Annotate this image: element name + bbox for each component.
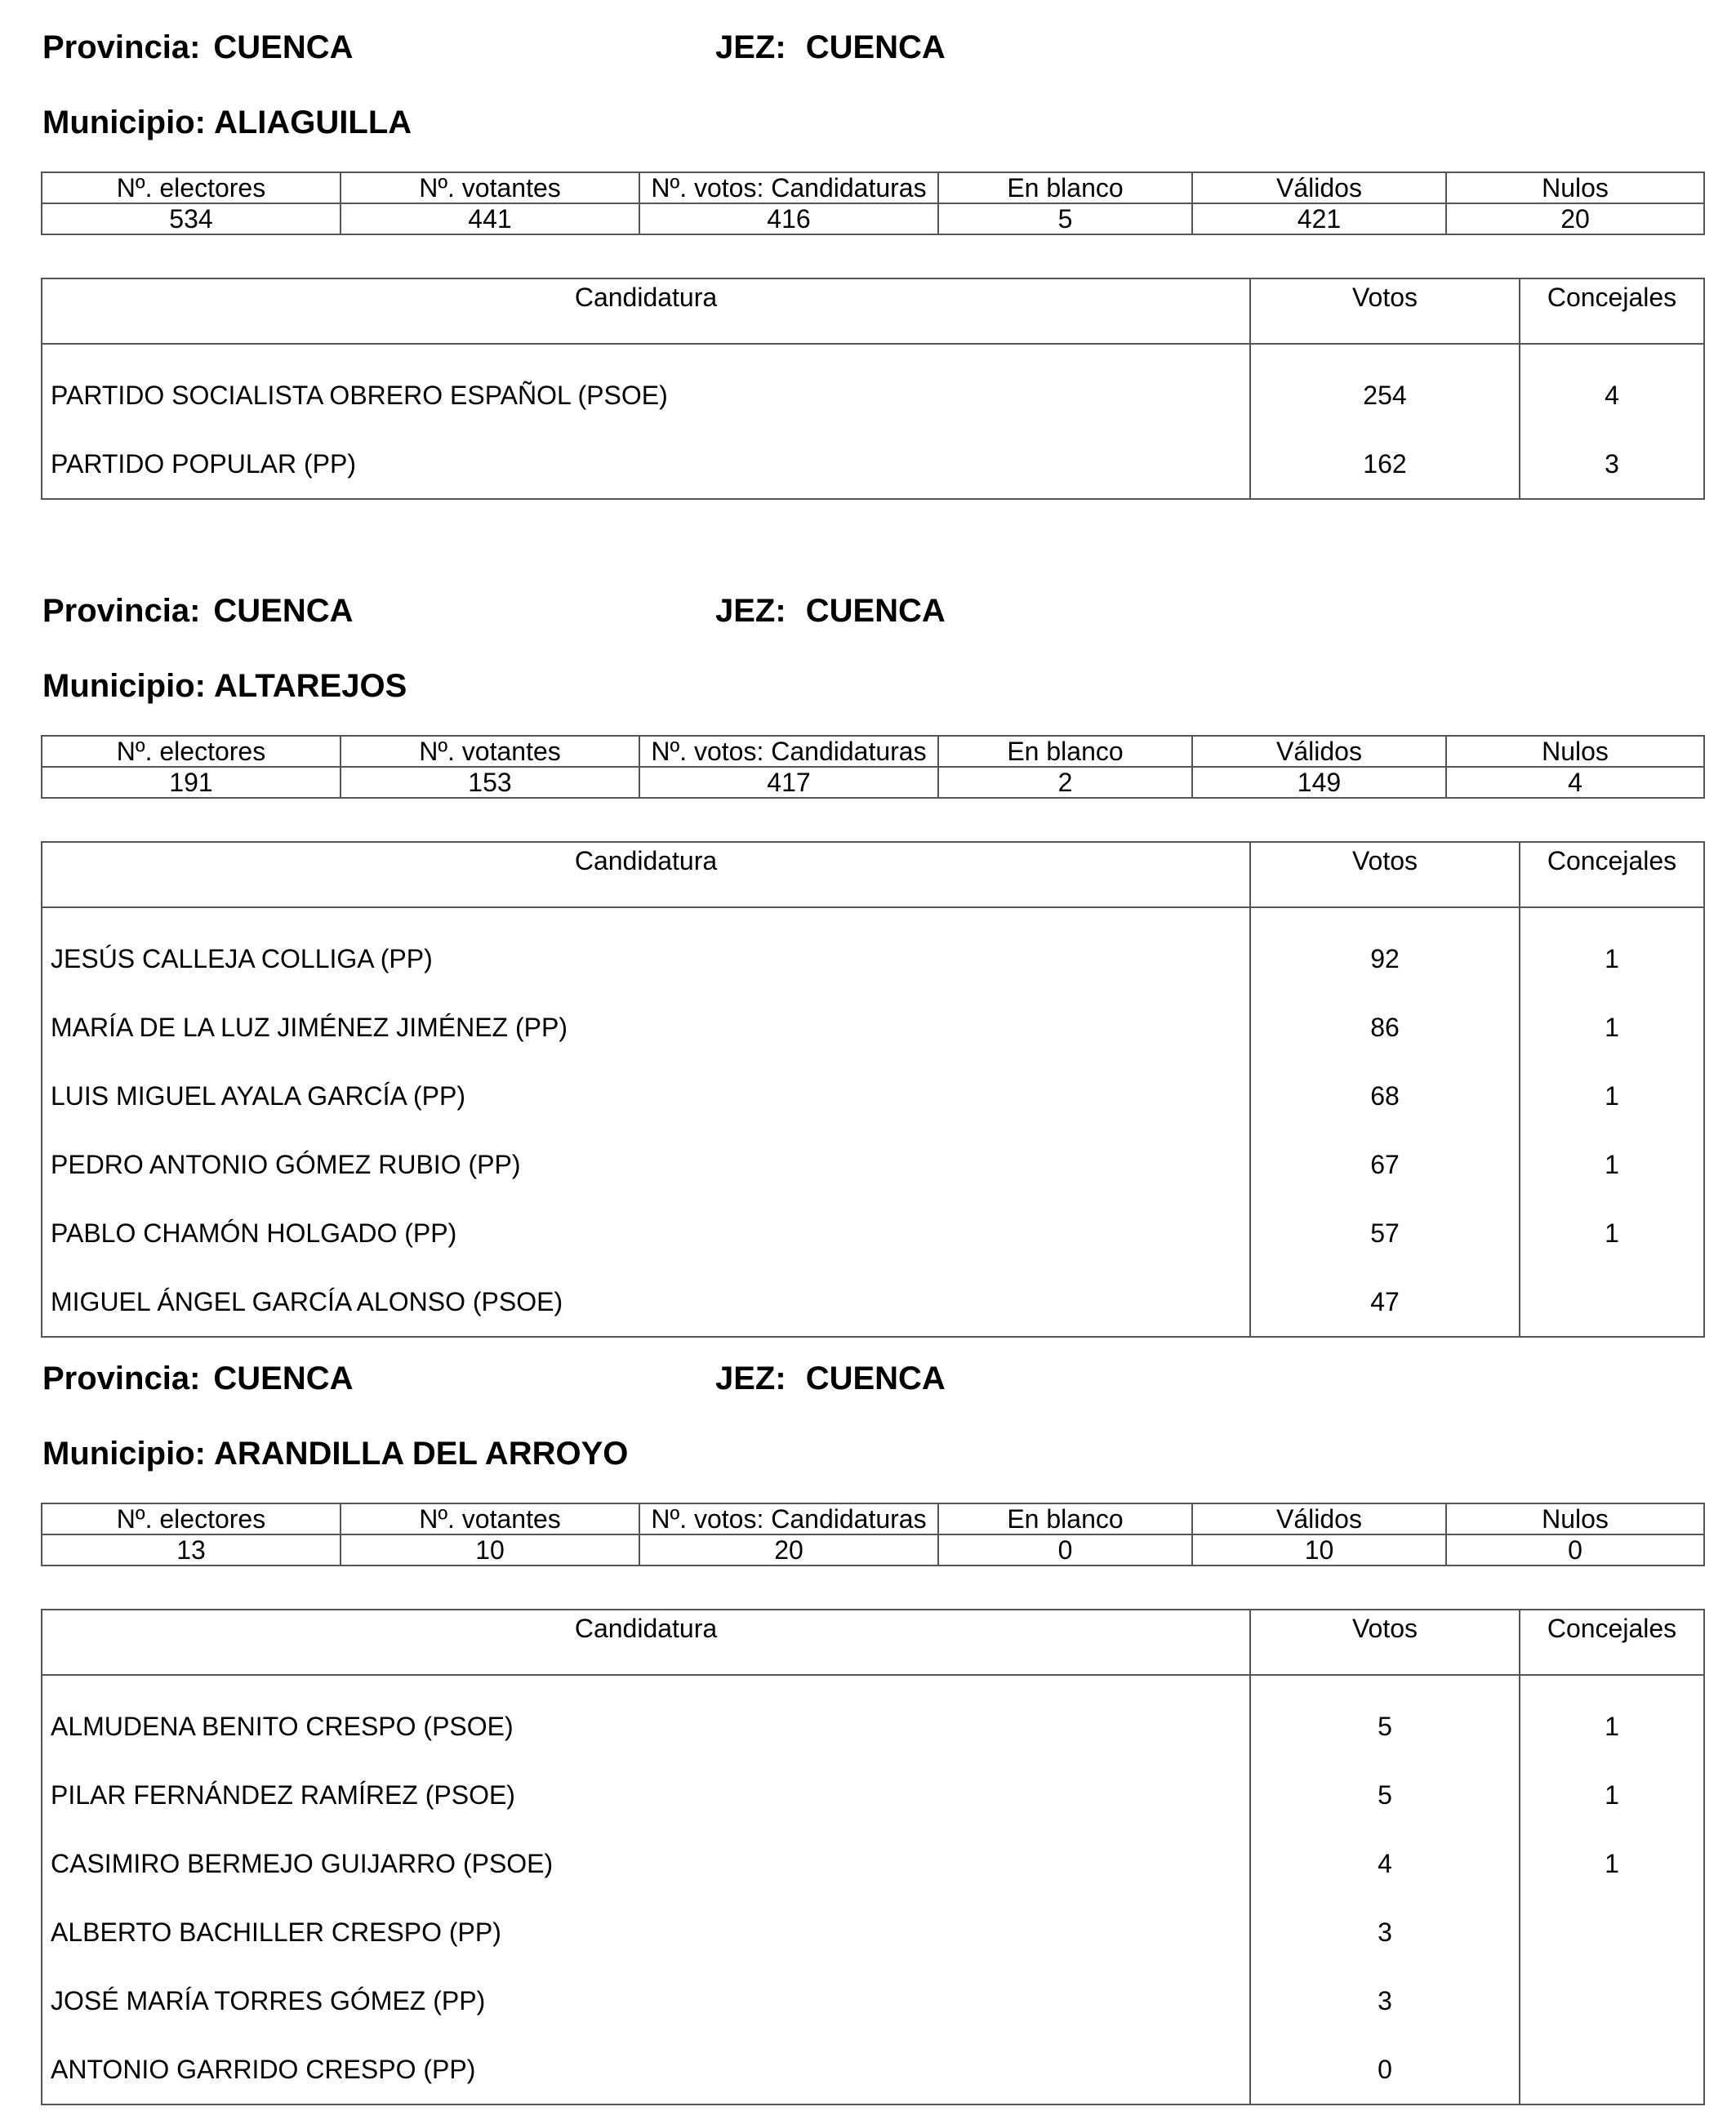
stats-header-cell: Nº. votos: Candidaturas bbox=[639, 736, 938, 767]
stats-value-cell: 534 bbox=[42, 203, 341, 234]
jez-value: CUENCA bbox=[805, 1361, 946, 1396]
candidate-name: PEDRO ANTONIO GÓMEZ RUBIO (PP) bbox=[42, 1130, 1250, 1199]
candidates-header-cell: Votos bbox=[1250, 842, 1520, 907]
stats-value-cell: 10 bbox=[341, 1534, 639, 1566]
stats-value-cell: 2 bbox=[938, 767, 1192, 798]
candidates-header-cell: Concejales bbox=[1520, 278, 1704, 344]
candidate-name: PILAR FERNÁNDEZ RAMÍREZ (PSOE) bbox=[42, 1761, 1250, 1829]
candidates-table bbox=[41, 1609, 1705, 2105]
candidate-votos: 92 bbox=[1250, 907, 1520, 993]
candidate-concejales: 4 bbox=[1520, 344, 1704, 430]
stats-value-cell: 0 bbox=[1446, 1534, 1704, 1566]
candidate-name: PARTIDO POPULAR (PP) bbox=[42, 430, 1250, 499]
candidate-row bbox=[42, 1829, 1704, 1898]
candidates-header-cell: Concejales bbox=[1520, 1610, 1704, 1675]
candidate-votos: 3 bbox=[1250, 1966, 1520, 2035]
candidate-votos: 3 bbox=[1250, 1898, 1520, 1966]
candidate-votos: 5 bbox=[1250, 1675, 1520, 1761]
provincia-label: Provincia: bbox=[42, 593, 201, 629]
candidate-votos: 5 bbox=[1250, 1761, 1520, 1829]
candidates-header-cell: Candidatura bbox=[42, 1610, 1250, 1675]
stats-header-cell: Válidos bbox=[1192, 1503, 1446, 1534]
candidate-votos: 68 bbox=[1250, 1062, 1520, 1130]
municipio-label: Municipio: bbox=[42, 105, 206, 140]
stats-value-cell: 20 bbox=[1446, 203, 1704, 234]
stats-value-cell: 4 bbox=[1446, 767, 1704, 798]
candidate-name: JESÚS CALLEJA COLLIGA (PP) bbox=[42, 907, 1250, 993]
stats-header-cell: Nº. electores bbox=[42, 736, 341, 767]
jez-label: JEZ: bbox=[715, 593, 786, 629]
candidate-concejales bbox=[1520, 1898, 1704, 1966]
candidate-votos: 4 bbox=[1250, 1829, 1520, 1898]
candidate-row bbox=[42, 1761, 1704, 1829]
jez-value: CUENCA bbox=[805, 29, 946, 65]
candidate-concejales: 1 bbox=[1520, 993, 1704, 1062]
municipio-label: Municipio: bbox=[42, 1436, 206, 1472]
candidate-votos: 67 bbox=[1250, 1130, 1520, 1199]
candidates-header-cell: Votos bbox=[1250, 278, 1520, 344]
stats-value-cell: 417 bbox=[639, 767, 938, 798]
candidate-name: MIGUEL ÁNGEL GARCÍA ALONSO (PSOE) bbox=[42, 1267, 1250, 1337]
stats-value-row bbox=[42, 1534, 1704, 1566]
candidate-concejales: 1 bbox=[1520, 1829, 1704, 1898]
candidate-concejales: 1 bbox=[1520, 907, 1704, 993]
stats-value-cell: 421 bbox=[1192, 203, 1446, 234]
candidates-header-cell: Concejales bbox=[1520, 842, 1704, 907]
stats-value-cell: 153 bbox=[341, 767, 639, 798]
municipio-value: ALIAGUILLA bbox=[213, 105, 412, 140]
candidate-concejales: 1 bbox=[1520, 1199, 1704, 1267]
stats-value-cell: 416 bbox=[639, 203, 938, 234]
candidate-votos: 47 bbox=[1250, 1267, 1520, 1337]
stats-header-cell: En blanco bbox=[938, 172, 1192, 203]
stats-value-cell: 5 bbox=[938, 203, 1192, 234]
jez-line bbox=[715, 1354, 946, 1403]
stats-value-cell: 441 bbox=[341, 203, 639, 234]
stats-header-cell: Válidos bbox=[1192, 736, 1446, 767]
stats-header-cell: Nº. votantes bbox=[341, 736, 639, 767]
municipio-value: ARANDILLA DEL ARROYO bbox=[213, 1436, 629, 1472]
municipio-line bbox=[42, 1429, 628, 1478]
candidate-concejales: 1 bbox=[1520, 1130, 1704, 1199]
stats-value-cell: 191 bbox=[42, 767, 341, 798]
candidate-name: PARTIDO SOCIALISTA OBRERO ESPAÑOL (PSOE) bbox=[42, 344, 1250, 430]
municipio-label: Municipio: bbox=[42, 668, 206, 704]
provincia-value: CUENCA bbox=[213, 593, 354, 629]
stats-value-cell: 10 bbox=[1192, 1534, 1446, 1566]
section-header bbox=[41, 1354, 1703, 1403]
stats-header-cell: Nulos bbox=[1446, 736, 1704, 767]
stats-table bbox=[41, 1503, 1705, 1566]
candidate-name: LUIS MIGUEL AYALA GARCÍA (PP) bbox=[42, 1062, 1250, 1130]
candidate-votos: 86 bbox=[1250, 993, 1520, 1062]
candidate-name: JOSÉ MARÍA TORRES GÓMEZ (PP) bbox=[42, 1966, 1250, 2035]
municipality-section bbox=[41, 0, 1703, 2120]
candidate-concejales bbox=[1520, 2035, 1704, 2104]
candidate-concejales: 1 bbox=[1520, 1062, 1704, 1130]
jez-value: CUENCA bbox=[805, 593, 946, 629]
stats-header-row bbox=[42, 1503, 1704, 1534]
stats-value-cell: 0 bbox=[938, 1534, 1192, 1566]
candidate-row bbox=[42, 2035, 1704, 2104]
stats-header-cell: Nº. electores bbox=[42, 172, 341, 203]
provincia-value: CUENCA bbox=[213, 29, 354, 65]
provincia-line bbox=[42, 1354, 354, 1403]
candidates-header-cell: Votos bbox=[1250, 1610, 1520, 1675]
candidate-name: ANTONIO GARRIDO CRESPO (PP) bbox=[42, 2035, 1250, 2104]
candidate-concejales: 1 bbox=[1520, 1761, 1704, 1829]
municipio-value: ALTAREJOS bbox=[213, 668, 407, 704]
stats-header-cell: Nº. votantes bbox=[341, 172, 639, 203]
stats-value-cell: 149 bbox=[1192, 767, 1446, 798]
stats-value-cell: 13 bbox=[42, 1534, 341, 1566]
candidate-name: MARÍA DE LA LUZ JIMÉNEZ JIMÉNEZ (PP) bbox=[42, 993, 1250, 1062]
stats-header-cell: Nulos bbox=[1446, 1503, 1704, 1534]
candidate-votos: 254 bbox=[1250, 344, 1520, 430]
candidate-votos: 162 bbox=[1250, 430, 1520, 499]
stats-header-cell: Nº. electores bbox=[42, 1503, 341, 1534]
jez-label: JEZ: bbox=[715, 1361, 786, 1396]
stats-value-cell: 20 bbox=[639, 1534, 938, 1566]
jez-label: JEZ: bbox=[715, 29, 786, 65]
candidate-row bbox=[42, 1675, 1704, 1761]
stats-header-cell: Nº. votos: Candidaturas bbox=[639, 172, 938, 203]
provincia-label: Provincia: bbox=[42, 1361, 201, 1396]
stats-header-cell: Nulos bbox=[1446, 172, 1704, 203]
stats-header-cell: Válidos bbox=[1192, 172, 1446, 203]
stats-header-cell: Nº. votos: Candidaturas bbox=[639, 1503, 938, 1534]
provincia-label: Provincia: bbox=[42, 29, 201, 65]
candidate-concejales: 3 bbox=[1520, 430, 1704, 499]
candidate-concejales bbox=[1520, 1966, 1704, 2035]
provincia-value: CUENCA bbox=[213, 1361, 354, 1396]
candidate-row bbox=[42, 1966, 1704, 2035]
stats-header-cell: En blanco bbox=[938, 736, 1192, 767]
candidate-concejales: 1 bbox=[1520, 1675, 1704, 1761]
candidate-row bbox=[42, 1898, 1704, 1966]
candidates-header-cell: Candidatura bbox=[42, 842, 1250, 907]
candidate-votos: 57 bbox=[1250, 1199, 1520, 1267]
candidates-header-row bbox=[42, 1610, 1704, 1675]
candidates-header-cell: Candidatura bbox=[42, 278, 1250, 344]
stats-header-cell: En blanco bbox=[938, 1503, 1192, 1534]
candidate-name: ALMUDENA BENITO CRESPO (PSOE) bbox=[42, 1675, 1250, 1761]
candidate-name: CASIMIRO BERMEJO GUIJARRO (PSOE) bbox=[42, 1829, 1250, 1898]
candidate-votos: 0 bbox=[1250, 2035, 1520, 2104]
stats-header-cell: Nº. votantes bbox=[341, 1503, 639, 1534]
candidate-name: ALBERTO BACHILLER CRESPO (PP) bbox=[42, 1898, 1250, 1966]
candidate-name: PABLO CHAMÓN HOLGADO (PP) bbox=[42, 1199, 1250, 1267]
